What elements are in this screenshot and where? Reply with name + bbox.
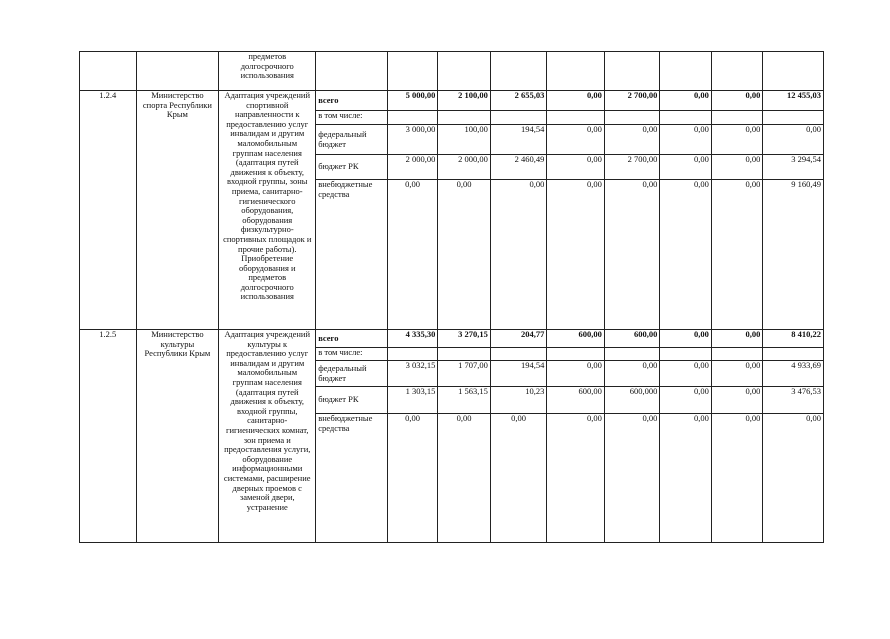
value-federal-4: 0,00	[547, 361, 605, 387]
value-rk-5: 600,000	[604, 387, 660, 414]
cell-empty	[547, 348, 605, 361]
value-total-2: 2 100,00	[438, 91, 490, 111]
value-federal-7: 0,00	[711, 125, 762, 155]
label-total: всего	[316, 91, 388, 111]
value-federal-5: 0,00	[604, 361, 660, 387]
value-total-6: 0,00	[660, 91, 711, 111]
value-rk-1: 1 303,15	[387, 387, 437, 414]
row-number-1-2-5: 1.2.5	[80, 330, 137, 543]
value-extra-2: 0,00	[438, 414, 490, 543]
value-federal-3: 194,54	[490, 125, 547, 155]
value-federal-7: 0,00	[711, 361, 762, 387]
value-rk-7: 0,00	[711, 155, 762, 180]
ministry-culture: Министерство культуры Республики Крым	[136, 330, 219, 543]
value-extra-3: 0,00	[490, 414, 547, 543]
cell-empty	[763, 111, 824, 125]
value-federal-2: 100,00	[438, 125, 490, 155]
value-total-5: 600,00	[604, 330, 660, 348]
value-total-8: 12 455,03	[763, 91, 824, 111]
value-extra-3: 0,00	[490, 180, 547, 330]
cell-empty	[711, 52, 762, 91]
value-federal-6: 0,00	[660, 361, 711, 387]
value-total-7: 0,00	[711, 330, 762, 348]
budget-table	[79, 51, 824, 543]
value-extra-7: 0,00	[711, 180, 762, 330]
label-rk-budget: бюджет РК	[316, 155, 388, 180]
value-rk-3: 2 460,49	[490, 155, 547, 180]
cell-empty	[604, 111, 660, 125]
value-total-4: 600,00	[547, 330, 605, 348]
value-total-3: 2 655,03	[490, 91, 547, 111]
cell-empty	[387, 111, 437, 125]
value-extra-5: 0,00	[604, 414, 660, 543]
value-extra-7: 0,00	[711, 414, 762, 543]
cell-empty	[490, 111, 547, 125]
label-total: всего	[316, 330, 388, 348]
cell-empty	[387, 348, 437, 361]
value-total-8: 8 410,22	[763, 330, 824, 348]
value-extra-4: 0,00	[547, 414, 605, 543]
value-federal-8: 4 933,69	[763, 361, 824, 387]
label-including: в том числе:	[316, 111, 388, 125]
cell-empty	[438, 111, 490, 125]
value-federal-5: 0,00	[604, 125, 660, 155]
cell-empty	[604, 52, 660, 91]
value-rk-4: 600,00	[547, 387, 605, 414]
cell-empty	[763, 52, 824, 91]
value-federal-4: 0,00	[547, 125, 605, 155]
cell-empty	[604, 348, 660, 361]
value-rk-6: 0,00	[660, 387, 711, 414]
value-extra-1: 0,00	[387, 180, 437, 330]
table-row-1-2-5-total	[80, 330, 824, 348]
cell-empty	[490, 52, 547, 91]
value-total-7: 0,00	[711, 91, 762, 111]
value-rk-4: 0,00	[547, 155, 605, 180]
value-total-6: 0,00	[660, 330, 711, 348]
cell-empty	[660, 52, 711, 91]
value-rk-6: 0,00	[660, 155, 711, 180]
cell-empty	[547, 111, 605, 125]
cell-empty	[711, 111, 762, 125]
description-1-2-4: Адаптация учреждений спортивной направленности к предоставлению услуг инвалидам и другим маломобильным группам населения (адаптация путей движения к объекту, входной группы, зоны приема, санитарно-гигиенического оборудования, оборудования физкультурно-спортивных площадок и прочие работы). Приобретение оборудования и предметов долгосрочного использования	[219, 91, 316, 330]
value-rk-8: 3 476,53	[763, 387, 824, 414]
value-extra-6: 0,00	[660, 414, 711, 543]
value-total-3: 204,77	[490, 330, 547, 348]
cell-ministry-empty	[136, 52, 219, 91]
value-rk-8: 3 294,54	[763, 155, 824, 180]
cell-empty	[490, 348, 547, 361]
value-rk-5: 2 700,00	[604, 155, 660, 180]
value-federal-1: 3 000,00	[387, 125, 437, 155]
value-extra-1: 0,00	[387, 414, 437, 543]
label-extrabudget: внебюджетные средства	[316, 180, 388, 330]
value-federal-8: 0,00	[763, 125, 824, 155]
label-including: в том числе:	[316, 348, 388, 361]
value-extra-6: 0,00	[660, 180, 711, 330]
value-total-1: 5 000,00	[387, 91, 437, 111]
label-rk-budget: бюджет РК	[316, 387, 388, 414]
cell-empty	[438, 52, 490, 91]
value-rk-1: 2 000,00	[387, 155, 437, 180]
value-federal-2: 1 707,00	[438, 361, 490, 387]
value-rk-3: 10,23	[490, 387, 547, 414]
label-extrabudget: внебюджетные средства	[316, 414, 388, 543]
table-row-1-2-4-total	[80, 91, 824, 111]
value-total-1: 4 335,30	[387, 330, 437, 348]
value-federal-1: 3 032,15	[387, 361, 437, 387]
ministry-sport: Министерство спорта Республики Крым	[136, 91, 219, 330]
table-row-continuation	[80, 52, 824, 91]
cell-number-empty	[80, 52, 137, 91]
label-federal: федеральный бюджет	[316, 361, 388, 387]
value-total-4: 0,00	[547, 91, 605, 111]
value-total-5: 2 700,00	[604, 91, 660, 111]
value-rk-2: 2 000,00	[438, 155, 490, 180]
value-federal-3: 194,54	[490, 361, 547, 387]
cell-empty	[387, 52, 437, 91]
cell-empty	[547, 52, 605, 91]
value-rk-2: 1 563,15	[438, 387, 490, 414]
value-extra-8: 9 160,49	[763, 180, 824, 330]
value-rk-7: 0,00	[711, 387, 762, 414]
description-1-2-5: Адаптация учреждений культуры к предоставлению услуг инвалидам и другим маломобильным группам населения (адаптация путей движения к объекту, входной группы, санитарно-гигиенических комнат, зон приема и предоставления услуги, оборудование информационными системами, расширение дверных проемов с заменой двери, устранение	[219, 330, 316, 543]
cell-label-empty	[316, 52, 388, 91]
cell-empty	[660, 111, 711, 125]
value-extra-8: 0,00	[763, 414, 824, 543]
row-number-1-2-4: 1.2.4	[80, 91, 137, 330]
value-federal-6: 0,00	[660, 125, 711, 155]
cell-description-continuation: предметов долгосрочного использования	[219, 52, 316, 91]
cell-empty	[438, 348, 490, 361]
value-extra-4: 0,00	[547, 180, 605, 330]
cell-empty	[660, 348, 711, 361]
value-total-2: 3 270,15	[438, 330, 490, 348]
value-extra-5: 0,00	[604, 180, 660, 330]
cell-empty	[763, 348, 824, 361]
cell-empty	[711, 348, 762, 361]
label-federal: федеральный бюджет	[316, 125, 388, 155]
value-extra-2: 0,00	[438, 180, 490, 330]
